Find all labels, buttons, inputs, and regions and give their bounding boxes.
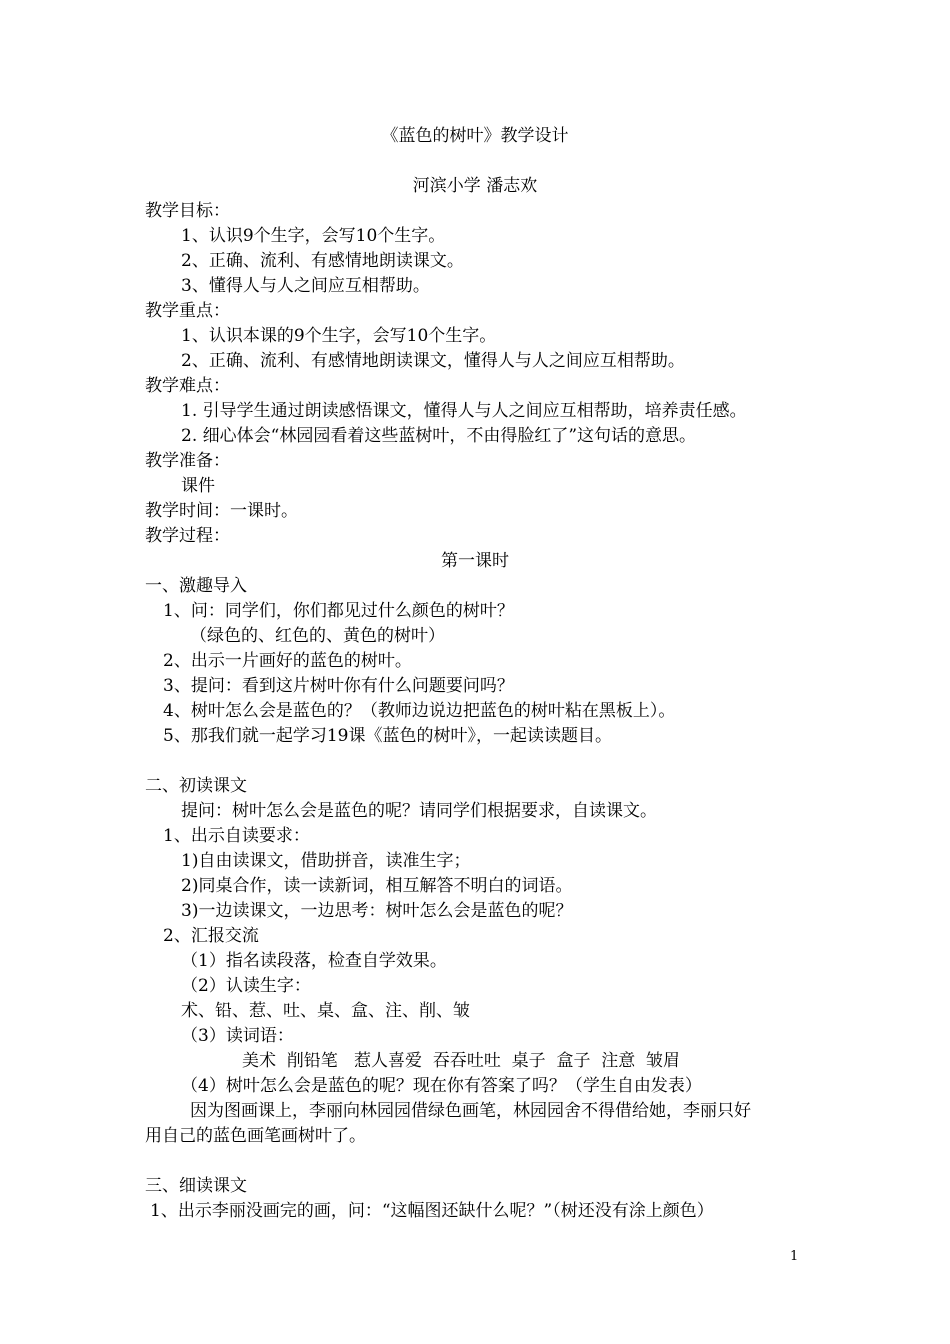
section-item: 1、出示自读要求： — [163, 826, 310, 846]
page-number: 1 — [790, 1249, 799, 1264]
section-item: 5、那我们就一起学习19课《蓝色的树叶》，一起读读题目。 — [163, 726, 612, 746]
section-heading: 三、细读课文 — [145, 1176, 247, 1196]
key-points-heading: 教学重点： — [145, 301, 230, 321]
prep-text: 课件 — [181, 476, 215, 496]
process-heading: 教学过程： — [145, 526, 230, 546]
key-point-item: 1、认识本课的9个生字，会写10个生字。 — [181, 326, 497, 346]
section-item: （绿色的、红色的、黄色的树叶） — [190, 626, 445, 646]
objective-item: 2、正确、流利、有感情地朗读课文。 — [181, 251, 464, 271]
section-item: 2、出示一片画好的蓝色的树叶。 — [163, 651, 412, 671]
objective-item: 3、懂得人与人之间应互相帮助。 — [181, 276, 430, 296]
difficulty-item: 1. 引导学生通过朗读感悟课文，懂得人与人之间应互相帮助，培养责任感。 — [181, 401, 747, 421]
section-heading: 一、激趣导入 — [145, 576, 247, 596]
section-item: 2)同桌合作，读一读新词，相互解答不明白的词语。 — [181, 876, 573, 896]
section-item: 1、问：同学们，你们都见过什么颜色的树叶？ — [163, 601, 514, 621]
lesson-title: 第一课时 — [441, 551, 509, 571]
section-item: 3)一边读课文，一边思考：树叶怎么会是蓝色的呢？ — [181, 901, 573, 921]
section-item: （4）树叶怎么会是蓝色的呢？现在你有答案了吗？（学生自由发表） — [181, 1076, 702, 1096]
section-item: （2）认读生字： — [181, 976, 311, 996]
doc-title: 《蓝色的树叶》教学设计 — [381, 126, 569, 146]
doc-author: 河滨小学 潘志欢 — [412, 176, 538, 196]
key-point-item: 2、正确、流利、有感情地朗读课文，懂得人与人之间应互相帮助。 — [181, 351, 685, 371]
section-item: 2、汇报交流 — [163, 926, 259, 946]
section-item: （3）读词语： — [181, 1026, 294, 1046]
objective-item: 1、认识9个生字，会写10个生字。 — [181, 226, 446, 246]
section-item: 4、树叶怎么会是蓝色的？（教师边说边把蓝色的树叶粘在黑板上）。 — [163, 701, 676, 721]
section-item: 3、提问：看到这片树叶你有什么问题要问吗？ — [163, 676, 514, 696]
section-item: 因为图画课上，李丽向林园园借绿色画笔，林园园舍不得借给她，李丽只好 — [190, 1101, 751, 1121]
objectives-heading: 教学目标： — [145, 201, 230, 221]
teaching-time: 教学时间：一课时。 — [145, 501, 298, 521]
section-item: 1)自由读课文，借助拼音，读准生字； — [181, 851, 471, 871]
section-item: 提问：树叶怎么会是蓝色的呢？请同学们根据要求，自读课文。 — [181, 801, 657, 821]
section-item: 1、出示李丽没画完的画，问：“这幅图还缺什么呢？”（树还没有涂上颜色） — [150, 1201, 714, 1221]
difficulty-item: 2. 细心体会“林园园看着这些蓝树叶，不由得脸红了”这句话的意思。 — [181, 426, 697, 446]
section-heading: 二、初读课文 — [145, 776, 247, 796]
prep-heading: 教学准备： — [145, 451, 230, 471]
difficulties-heading: 教学难点： — [145, 376, 230, 396]
section-item: 术、铅、惹、吐、桌、盒、注、削、皱 — [181, 1001, 470, 1021]
section-item: 用自己的蓝色画笔画树叶了。 — [145, 1126, 366, 1146]
word-list: 美术 削铅笔 惹人喜爱 吞吞吐吐 桌子 盒子 注意 皱眉 — [242, 1051, 681, 1071]
section-item: （1）指名读段落，检查自学效果。 — [181, 951, 447, 971]
